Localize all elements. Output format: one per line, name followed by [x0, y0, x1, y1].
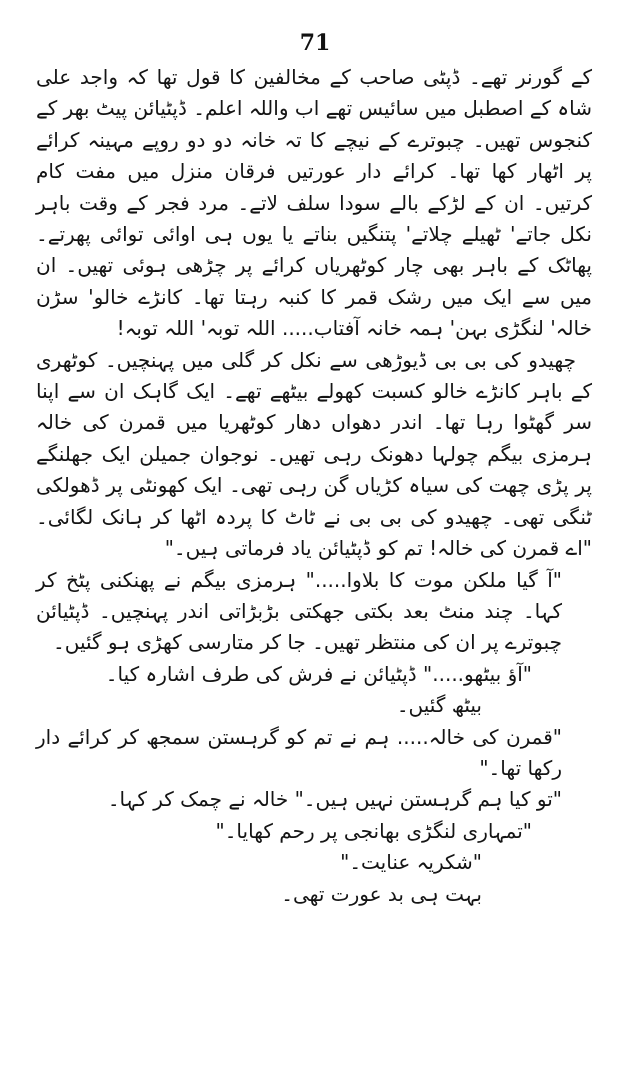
paragraph-6: "قمرن کی خالہ..... ہم نے تم کو گرہستن سمجھ کر کرائے دار رکھا تھا۔" — [36, 724, 562, 780]
paragraph-8: "تمہاری لنگڑی بھانجی پر رحم کھایا۔" — [215, 818, 532, 843]
page-number: 71 — [299, 30, 331, 56]
paragraph-10: بہت ہی بد عورت تھی۔ — [281, 881, 482, 906]
paragraph-3: "آ گیا ملکن موت کا بلاوا....." ہرمزی بیگم نے پھنکنی پٹخ کر کہا۔ چند منٹ بعد بکتی جھکتی بڑبڑاتی اندر پہنچیں۔ ڈپٹیائن چبوترے پر ان کی منتظر تھیں۔ جا کر متارسی کھڑی ہو گئیں۔ — [36, 567, 562, 655]
page-text — [36, 62, 592, 910]
paragraph-5: بیٹھ گئیں۔ — [396, 693, 482, 718]
paragraph-2: چھیدو کی بی بی ڈیوڑھی سے نکل کر گلی میں پہنچیں۔ کوٹھری کے باہر کانڑے خالو کسبت کھولے بیٹھے تھے۔ ایک گاہک ان سے اپنا سر گھٹوا رہا تھا۔ اندر دھواں دھار کوٹھریا میں قمرن کی خالہ ہرمزی بیگم چولہا دھونک رہی تھیں۔ نوجوان جمیلن ایک جھلنگے پر پڑی چھت کی سیاہ کڑیاں گن رہی تھی۔ ایک کھونٹی پر ڈھولکی ٹنگی تھی۔ چھیدو کی بی بی نے ٹاٹ کا پردہ اٹھا کر ہانک لگائی۔ "اے قمرن کی خالہ! تم کو ڈپٹیائن یاد فرماتی ہیں۔" — [36, 347, 592, 561]
paragraph-9: "شکریہ عنایت۔" — [340, 850, 482, 875]
paragraph-1: کے گورنر تھے۔ ڈپٹی صاحب کے مخالفین کا قول تھا کہ واجد علی شاہ کے اصطبل میں سائیس تھے اب واللہ اعلم۔ ڈپٹیائن پیٹ بھر کے کنجوس تھیں۔ چبوترے کے نیچے کا تہ خانہ دو دو روپے مہینہ کرائے پر اٹھار کھا تھا۔ کرائے دار عورتیں فرقان منزل میں مفت کام کرتیں۔ ان کے لڑکے بالے سودا سلف لاتے۔ مرد فجر کے وقت باہر نکل جاتے' ٹھیلے چلاتے' پتنگیں بناتے یا یوں ہی اوائی توائی پھرتے۔ پھاٹک کے باہر بھی چار کوٹھریاں کرائے پر چڑھی ہوئی تھیں۔ ان میں سے ایک میں رشک قمر کا کنبہ رہتا تھا۔ کانڑے خالو' سڑن خالہ' لنگڑی بہن' ہمہ خانہ آفتاب..... اللہ توبہ' اللہ توبہ! — [36, 65, 592, 341]
paragraph-7: "تو کیا ہم گرہستن نہیں ہیں۔" خالہ نے چمک کر کہا۔ — [107, 787, 562, 812]
paragraph-4: "آؤ بیٹھو....." ڈپٹیائن نے فرش کی طرف اشارہ کیا۔ — [105, 661, 532, 686]
